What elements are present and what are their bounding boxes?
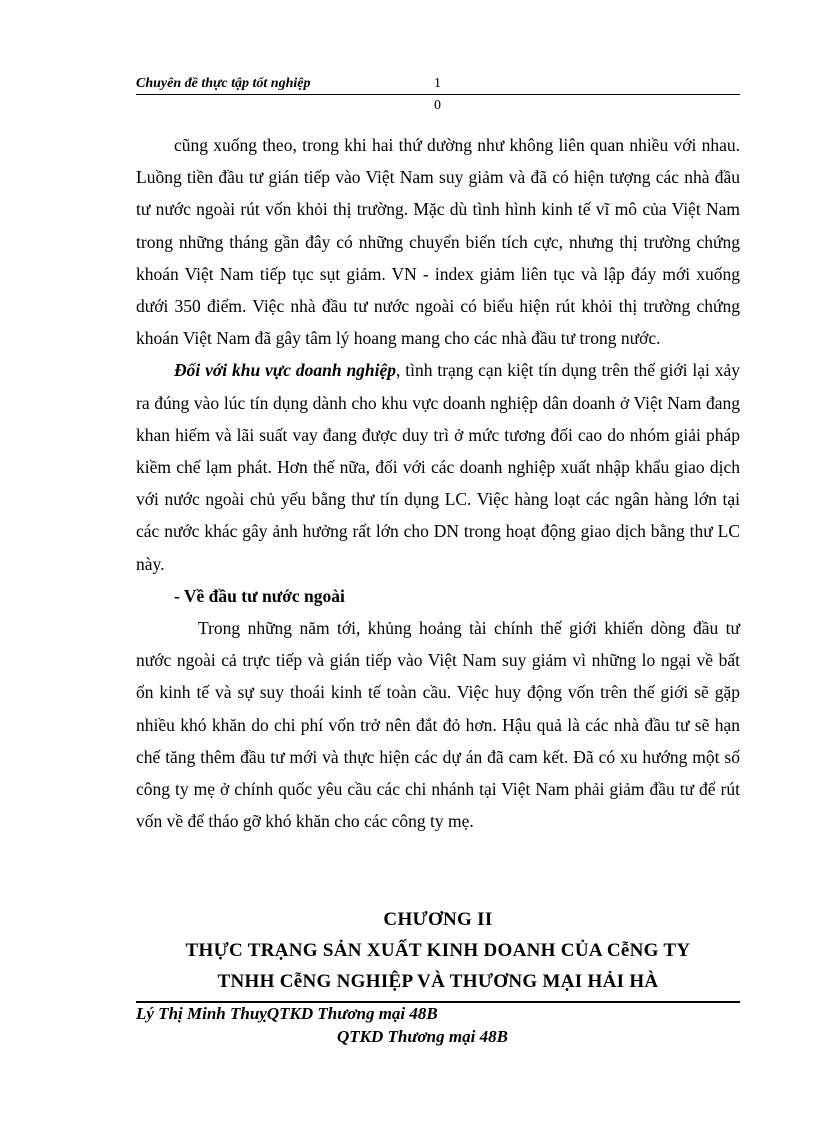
header-title: Chuyên đề thực tập tốt nghiệp [136, 76, 311, 91]
paragraph-3: Trong những năm tới, khủng hoảng tài chính thế giới khiến dòng đầu tư nước ngoài cả trực tiếp và gián tiếp vào Việt Nam suy giảm vì những lo ngại về bất ổn kinh tế và sự suy thoái kinh tế toàn cầu. Việc huy động vốn trên thế giới sẽ gặp nhiều khó khăn do chi phí vốn trở nên đắt đỏ hơn. Hậu quả là các nhà đầu tư sẽ hạn chế tăng thêm đầu tư mới và thực hiện các dự án đã cam kết. Đã có xu hướng một số công ty mẹ ở chính quốc yêu cầu các chi nhánh tại Việt Nam phải giảm đầu tư để rút vốn về để tháo gỡ khó khăn cho các công ty mẹ. [136, 618, 740, 832]
page-number-part1: 1 [434, 76, 441, 91]
paragraph-2-lead: Đối với khu vực doanh nghiệp [174, 360, 397, 381]
chapter-title-line-1: THỰC TRẠNG SẢN XUẤT KINH DOANH CỦA CễNG TY [185, 940, 691, 961]
page-number-part2: 0 [434, 98, 441, 113]
paragraph-2-text: , tình trạng cạn kiệt tín dụng trên thế giới lại xảy ra đúng vào lúc tín dụng dành cho khu vực doanh nghiệp dân doanh ở Việt Nam đang khan hiếm và lãi suất vay đang được duy trì ở mức tương đối cao do nhóm giải pháp kiềm chế lạm phát. Hơn thế nữa, đối với các doanh nghiệp xuất nhập khẩu giao dịch với nước ngoài chủ yếu bằng thư tín dụng LC. Việc hàng loạt các ngân hàng lớn tại các nước khác gây ảnh hưởng rất lớn cho DN trong hoạt động giao dịch bằng thư LC này. [136, 360, 740, 574]
paragraph-2 [136, 354, 740, 579]
footer-divider [136, 1001, 740, 1003]
section-subheading: - Về đầu tư nước ngoài [174, 585, 345, 606]
chapter-heading [136, 904, 740, 997]
body-text [136, 129, 740, 837]
paragraph-1: cũng xuống theo, trong khi hai thứ dường như không liên quan nhiều với nhau. Luồng tiền đầu tư gián tiếp vào Việt Nam suy giảm và đã có hiện tượng các nhà đầu tư nước ngoài rút vốn khỏi thị trường. Mặc dù tình hình kinh tế vĩ mô của Việt Nam trong những tháng gần đây có những chuyển biến tích cực, nhưng thị trường chứng khoán Việt Nam tiếp tục sụt giảm. VN - index giảm liên tục và lập đáy mới xuống dưới 350 điểm. Việc nhà đầu tư nước ngoài có biểu hiện rút khỏi thị trường chứng khoán Việt Nam đã gây tâm lý hoang mang cho các nhà đầu tư trong nước. [136, 135, 740, 349]
header-divider [136, 94, 740, 95]
footer-class: QTKD Thương mại 48B [337, 1027, 508, 1046]
chapter-number: CHƯƠNG II [383, 909, 493, 930]
footer-author: Lý Thị Minh ThuỵQTKD Thương mại 48B [136, 1004, 438, 1023]
chapter-title-line-2: TNHH CễNG NGHIỆP VÀ THƯƠNG MẠI HẢI HÀ [217, 971, 659, 992]
page-header [136, 76, 740, 94]
